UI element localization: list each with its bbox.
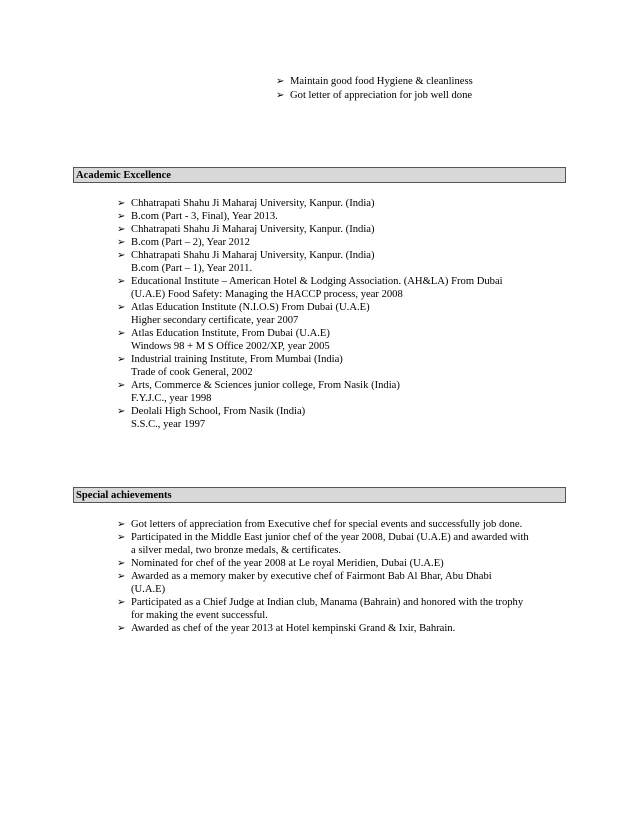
list-item: ➢ Awarded as chef of the year 2013 at Hotel kempinski Grand & Ixir, Bahrain. <box>117 623 456 634</box>
arrow-bullet-icon: ➢ <box>117 571 126 582</box>
section-heading-special: Special achievements <box>73 487 566 503</box>
arrow-bullet-icon: ➢ <box>117 276 126 287</box>
arrow-bullet-icon: ➢ <box>117 380 126 391</box>
academic-list <box>117 197 503 431</box>
arrow-bullet-icon: ➢ <box>276 76 285 87</box>
list-item: ➢ Chhatrapati Shahu Ji Maharaj University, Kanpur. (India) B.com (Part – 1), Year 2011. <box>117 250 375 274</box>
arrow-bullet-icon: ➢ <box>117 250 126 261</box>
list-item: ➢ B.com (Part – 2), Year 2012 <box>117 237 250 248</box>
list-item: ➢ Maintain good food Hygiene & cleanliness <box>276 76 473 87</box>
list-item: ➢ Participated in the Middle East junior chef of the year 2008, Dubai (U.A.E) and awarded with a silver medal, two bronze medals, & certificates. <box>117 532 529 556</box>
list-item: ➢ Participated as a Chief Judge at Indian club, Manama (Bahrain) and honored with the trophy for making the event successful. <box>117 597 524 621</box>
arrow-bullet-icon: ➢ <box>117 302 126 313</box>
arrow-bullet-icon: ➢ <box>117 354 126 365</box>
section-heading-academic: Academic Excellence <box>73 167 566 183</box>
list-item: ➢ Chhatrapati Shahu Ji Maharaj University, Kanpur. (India) <box>117 198 375 209</box>
list-item: ➢ Educational Institute – American Hotel & Lodging Association. (AH&LA) From Dubai (U.A.E) Food Safety: Managing the HACCP process, year 2008 <box>117 276 503 300</box>
list-item: ➢ Awarded as a memory maker by executive chef of Fairmont Bab Al Bhar, Abu Dhabi (U.A.E) <box>117 571 492 595</box>
arrow-bullet-icon: ➢ <box>276 90 285 101</box>
arrow-bullet-icon: ➢ <box>117 237 126 248</box>
list-item: ➢ Got letter of appreciation for job well done <box>276 90 473 101</box>
arrow-bullet-icon: ➢ <box>117 328 126 339</box>
arrow-bullet-icon: ➢ <box>117 224 126 235</box>
arrow-bullet-icon: ➢ <box>117 558 126 569</box>
arrow-bullet-icon: ➢ <box>117 406 126 417</box>
list-item: ➢ Chhatrapati Shahu Ji Maharaj University, Kanpur. (India) <box>117 224 375 235</box>
arrow-bullet-icon: ➢ <box>117 623 126 634</box>
arrow-bullet-icon: ➢ <box>117 597 126 608</box>
list-item: ➢ Arts, Commerce & Sciences junior college, From Nasik (India) F.Y.J.C., year 1998 <box>117 380 400 404</box>
arrow-bullet-icon: ➢ <box>117 519 126 530</box>
duties-list <box>276 75 473 103</box>
arrow-bullet-icon: ➢ <box>117 198 126 209</box>
list-item: ➢ Deolali High School, From Nasik (India) S.S.C., year 1997 <box>117 406 306 430</box>
list-item: ➢ Nominated for chef of the year 2008 at Le royal Meridien, Dubai (U.A.E) <box>117 558 444 569</box>
list-item: ➢ B.com (Part - 3, Final), Year 2013. <box>117 211 278 222</box>
list-item: ➢ Atlas Education Institute, From Dubai (U.A.E) Windows 98 + M S Office 2002/XP, year 2005 <box>117 328 330 352</box>
list-item: ➢ Industrial training Institute, From Mumbai (India) Trade of cook General, 2002 <box>117 354 343 378</box>
arrow-bullet-icon: ➢ <box>117 532 126 543</box>
list-item: ➢ Atlas Education Institute (N.I.O.S) From Dubai (U.A.E) Higher secondary certificate, year 2007 <box>117 302 370 326</box>
achievements-list <box>117 518 571 635</box>
list-item: ➢ Got letters of appreciation from Executive chef for special events and successfully job done. <box>117 519 523 530</box>
arrow-bullet-icon: ➢ <box>117 211 126 222</box>
